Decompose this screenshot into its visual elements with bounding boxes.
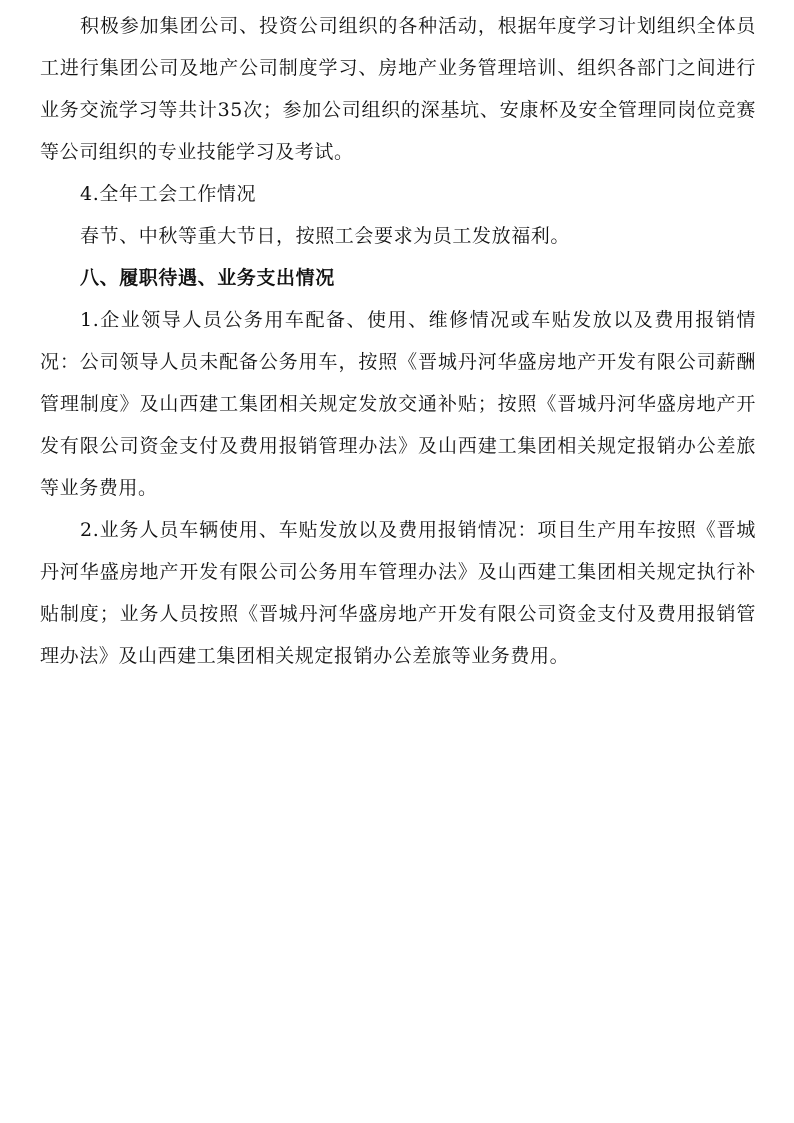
subheading-union-work: 4.全年工会工作情况 xyxy=(80,183,257,205)
paragraph-staff-vehicles: 2.业务人员车辆使用、车贴发放以及费用报销情况：项目生产用车按照《晋城丹河华盛房地产开发有限公司公务用车管理办法》及山西建工集团相关规定执行补贴制度；业务人员按照《晋城丹河华盛房地产开发有限公司资金支付及费用报销管理办法》及山西建工集团相关规定报销办公差旅等业务费用。 xyxy=(40,519,756,667)
section-heading: 八、履职待遇、业务支出情况 xyxy=(80,267,335,289)
paragraph-activities: 积极参加集团公司、投资公司组织的各种活动，根据年度学习计划组织全体员工进行集团公司及地产公司制度学习、房地产业务管理培训、组织各部门之间进行业务交流学习等共计35次；参加公司组织的深基坑、安康杯及安全管理同岗位竞赛等公司组织的专业技能学习及考试。 xyxy=(40,15,756,163)
paragraph-leader-vehicles: 1.企业领导人员公务用车配备、使用、维修情况或车贴发放以及费用报销情况：公司领导人员未配备公务用车，按照《晋城丹河华盛房地产开发有限公司薪酬管理制度》及山西建工集团相关规定发放交通补贴；按照《晋城丹河华盛房地产开发有限公司资金支付及费用报销管理办法》及山西建工集团相关规定报销办公差旅等业务费用。 xyxy=(40,309,756,499)
paragraph-union-benefits: 春节、中秋等重大节日，按照工会要求为员工发放福利。 xyxy=(80,225,571,247)
document-page xyxy=(40,0,756,677)
